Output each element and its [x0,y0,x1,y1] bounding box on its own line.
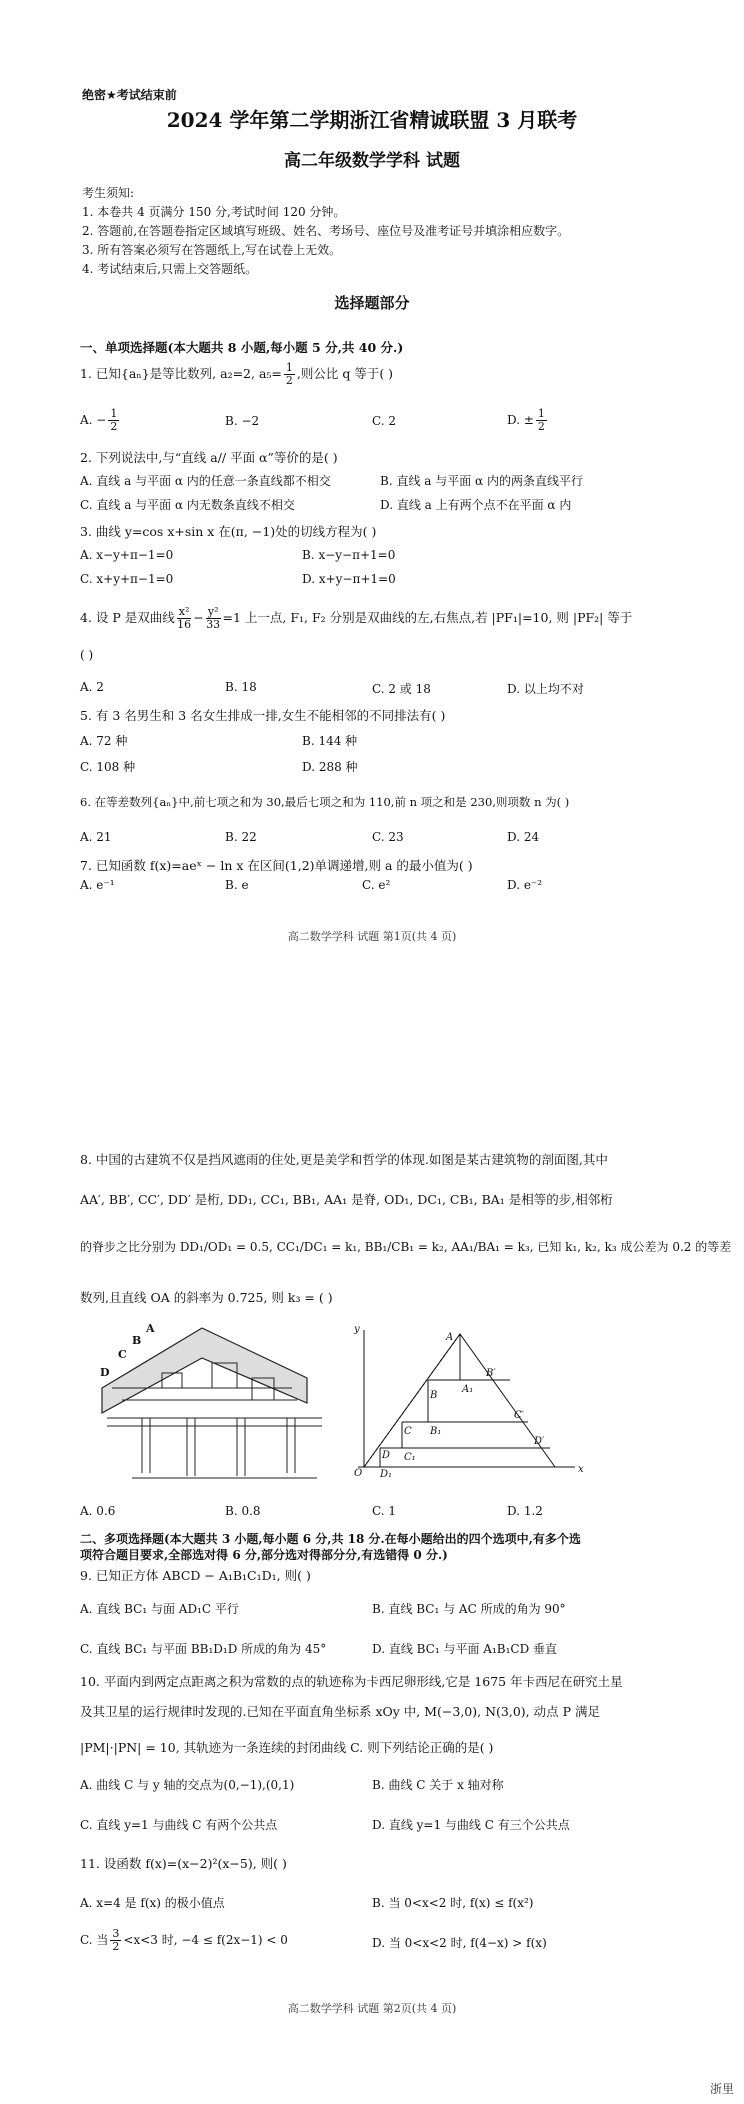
q2-option-c: C. 直线 a 与平面 α 内无数条直线不相交 [80,498,295,512]
q7-option-d: D. e⁻² [507,878,543,892]
q10-option-b: B. 曲线 C 关于 x 轴对称 [372,1778,504,1792]
building-label-c: C [118,1348,127,1361]
section-title: 选择题部分 [334,294,410,312]
origin-label: O [354,1468,363,1477]
q7-option-c: C. e² [362,878,391,892]
q6-option-c: C. 23 [372,830,404,844]
q10-option-c: C. 直线 y=1 与曲线 C 有两个公共点 [80,1818,278,1832]
q6-option-a: A. 21 [80,830,112,844]
point-label-d1: D₁ [380,1469,393,1477]
q8-line-1: 8. 中国的古建筑不仅是挡风遮雨的住处,更是美学和哲学的体现.如图是某古建筑物的剖面图,其中 [80,1152,608,1167]
point-label-a: A [446,1332,454,1343]
q3-option-c: C. x+y+π−1=0 [80,572,174,586]
q8-option-c: C. 1 [372,1504,397,1518]
question-4: 4. 设 P 是双曲线 $\frac{\text{x²}}{16}$ − $\frac{\text{y²}}{33}$ =1 上一点, F₁, F₂ 分别是双曲线的左,右焦点,若 |PF₁|=10, 则 |PF₂| 等于 [80,605,633,631]
question-7: 7. 已知函数 f(x)=aeˣ − ln x 在区间(1,2)单调递增,则 a 的最小值为( ) [80,858,473,873]
q1-stem-b: ,则公比 q 等于( ) [296,366,394,381]
q9-option-d: D. 直线 BC₁ 与平面 A₁B₁CD 垂直 [372,1642,558,1656]
confidential-mark: 绝密★考试结束前 [82,88,177,102]
building-label-d: D [100,1366,110,1379]
point-label-b-prime: B′ [486,1368,496,1379]
q2-option-d: D. 直线 a 上有两个点不在平面 α 内 [380,498,572,512]
q4-option-d: D. 以上均不对 [507,682,584,696]
point-label-b1: B₁ [430,1426,442,1437]
part1-heading: 一、单项选择题(本大题共 8 小题,每小题 5 分,共 40 分.) [80,340,404,355]
point-label-b: B [430,1390,438,1401]
q10-line-2: 及其卫星的运行规律时发现的.已知在平面直角坐标系 xOy 中, M(−3,0), N(3,0), 动点 P 满足 [80,1704,600,1719]
q7-option-b: B. e [225,878,249,892]
q11-option-c: C. 当 $\frac{3}{2}$ <x<3 时, −4 ≤ f(2x−1) < 0 [80,1927,288,1953]
q8-option-d: D. 1.2 [507,1504,543,1518]
notice-heading: 考生须知: [82,186,135,200]
point-label-d: D [382,1450,391,1461]
q1-option-c: C. 2 [372,414,397,428]
q11-option-d: D. 当 0<x<2 时, f(4−x) > f(x) [372,1936,547,1950]
notice-item: 4. 考试结束后,只需上交答题纸。 [82,262,258,276]
corner-watermark: 浙里 [709,2082,734,2096]
q8-option-b: B. 0.8 [225,1504,261,1518]
building-label-b: B [132,1334,142,1347]
q4-paren: ( ) [80,648,94,662]
question-1 [80,362,393,387]
q4-fraction-y: $\frac{\text{y²}}{33}$ [206,605,221,631]
q3-option-b: B. x−y−π+1=0 [302,548,396,562]
q8-line-4: 数列,且直线 OA 的斜率为 0.725, 则 k₃ = ( ) [80,1290,333,1305]
part2-heading-2: 项符合题目要求,全部选对得 6 分,部分选对得部分分,有选错得 0 分.) [80,1548,448,1562]
q10-option-d: D. 直线 y=1 与曲线 C 有三个公共点 [372,1818,570,1832]
q1-option-d: D. ± $\frac{1}{2}$ [507,407,545,433]
exam-subtitle: 高二年级数学学科 试题 [284,151,460,171]
q10-option-a: A. 曲线 C 与 y 轴的交点为(0,−1),(0,1) [80,1778,295,1792]
point-label-c-prime: C′ [514,1410,524,1421]
question-3: 3. 曲线 y=cos x+sin x 在(π, −1)处的切线方程为( ) [80,524,377,539]
part2-heading-1: 二、多项选择题(本大题共 3 小题,每小题 6 分,共 18 分.在每小题给出的四个选项中,有多个选 [80,1532,581,1546]
q1-stem-a: 1. 已知{aₙ}是等比数列, a₂=2, a₅= [80,366,282,381]
q10-line-3: |PM|·|PN| = 10, 其轨迹为一条连续的封闭曲线 C. 则下列结论正确的是( ) [80,1740,494,1755]
axis-label-x: x [578,1464,584,1475]
q4-option-c: C. 2 或 18 [372,682,431,696]
q1-option-a: A. − $\frac{1}{2}$ [80,407,118,433]
q2-option-b: B. 直线 a 与平面 α 内的两条直线平行 [380,474,583,488]
page-footer-1: 高二数学学科 试题 第1页(共 4 页) [287,930,457,943]
point-label-c1: C₁ [404,1452,416,1463]
question-2: 2. 下列说法中,与“直线 a// 平面 α”等价的是( ) [80,450,338,465]
point-label-d-prime: D′ [534,1436,545,1447]
q8-line-3: 的脊步之比分别为 DD₁/OD₁ = 0.5, CC₁/DC₁ = k₁, BB₁/CB₁ = k₂, AA₁/BA₁ = k₃, 已知 k₁, k₂, k₃ 成公差为 0.2 的等差 [80,1240,732,1254]
q4-option-a: A. 2 [80,680,104,694]
page-footer-2: 高二数学学科 试题 第2页(共 4 页) [287,2002,457,2015]
q2-option-a: A. 直线 a 与平面 α 内的任意一条直线都不相交 [80,474,331,488]
roof-profile-diagram [350,1322,590,1477]
q11-option-a: A. x=4 是 f(x) 的极小值点 [80,1896,225,1910]
q6-option-b: B. 22 [225,830,257,844]
q8-option-a: A. 0.6 [80,1504,116,1518]
q5-option-a: A. 72 种 [80,734,128,748]
q9-option-c: C. 直线 BC₁ 与平面 BB₁D₁D 所成的角为 45° [80,1642,327,1656]
point-label-a1: A₁ [462,1384,474,1395]
q4-fraction-x: $\frac{\text{x²}}{16}$ [177,605,192,631]
exam-title: 2024 学年第二学期浙江省精诚联盟 3 月联考 [166,108,578,132]
ancient-building-figure [92,1318,342,1488]
q7-option-a: A. e⁻¹ [80,878,115,892]
point-label-c: C [404,1426,412,1437]
q11-option-b: B. 当 0<x<2 时, f(x) ≤ f(x²) [372,1896,534,1910]
q5-option-b: B. 144 种 [302,734,358,748]
q3-option-d: D. x+y−π+1=0 [302,572,396,586]
q3-option-a: A. x−y+π−1=0 [80,548,174,562]
question-6: 6. 在等差数列{aₙ}中,前七项之和为 30,最后七项之和为 110,前 n 项之和是 230,则项数 n 为( ) [80,795,570,809]
q8-line-2: AA′, BB′, CC′, DD′ 是桁, DD₁, CC₁, BB₁, AA₁ 是脊, OD₁, DC₁, CB₁, BA₁ 是相等的步,相邻桁 [80,1192,613,1207]
notice-item: 2. 答题前,在答题卷指定区域填写班级、姓名、考场号、座位号及准考证号并填涂相应数字。 [82,224,570,238]
q1-fraction: $\frac{1}{2}$ [285,361,293,387]
notice-item: 3. 所有答案必须写在答题纸上,写在试卷上无效。 [82,243,342,257]
q9-option-a: A. 直线 BC₁ 与面 AD₁C 平行 [80,1602,239,1616]
q4-option-b: B. 18 [225,680,257,694]
question-11: 11. 设函数 f(x)=(x−2)²(x−5), 则( ) [80,1856,287,1871]
building-label-a: A [146,1322,155,1335]
q5-option-d: D. 288 种 [302,760,358,774]
q5-option-c: C. 108 种 [80,760,136,774]
question-5: 5. 有 3 名男生和 3 名女生排成一排,女生不能相邻的不同排法有( ) [80,708,446,723]
q1-option-b: B. −2 [225,414,260,428]
q6-option-d: D. 24 [507,830,540,844]
q10-line-1: 10. 平面内到两定点距离之积为常数的点的轨迹称为卡西尼卵形线,它是 1675 年卡西尼在研究土星 [80,1674,623,1689]
q9-option-b: B. 直线 BC₁ 与 AC 所成的角为 90° [372,1602,566,1616]
question-9: 9. 已知正方体 ABCD − A₁B₁C₁D₁, 则( ) [80,1568,311,1583]
axis-label-y: y [354,1324,360,1335]
notice-item: 1. 本卷共 4 页满分 150 分,考试时间 120 分钟。 [82,205,346,219]
